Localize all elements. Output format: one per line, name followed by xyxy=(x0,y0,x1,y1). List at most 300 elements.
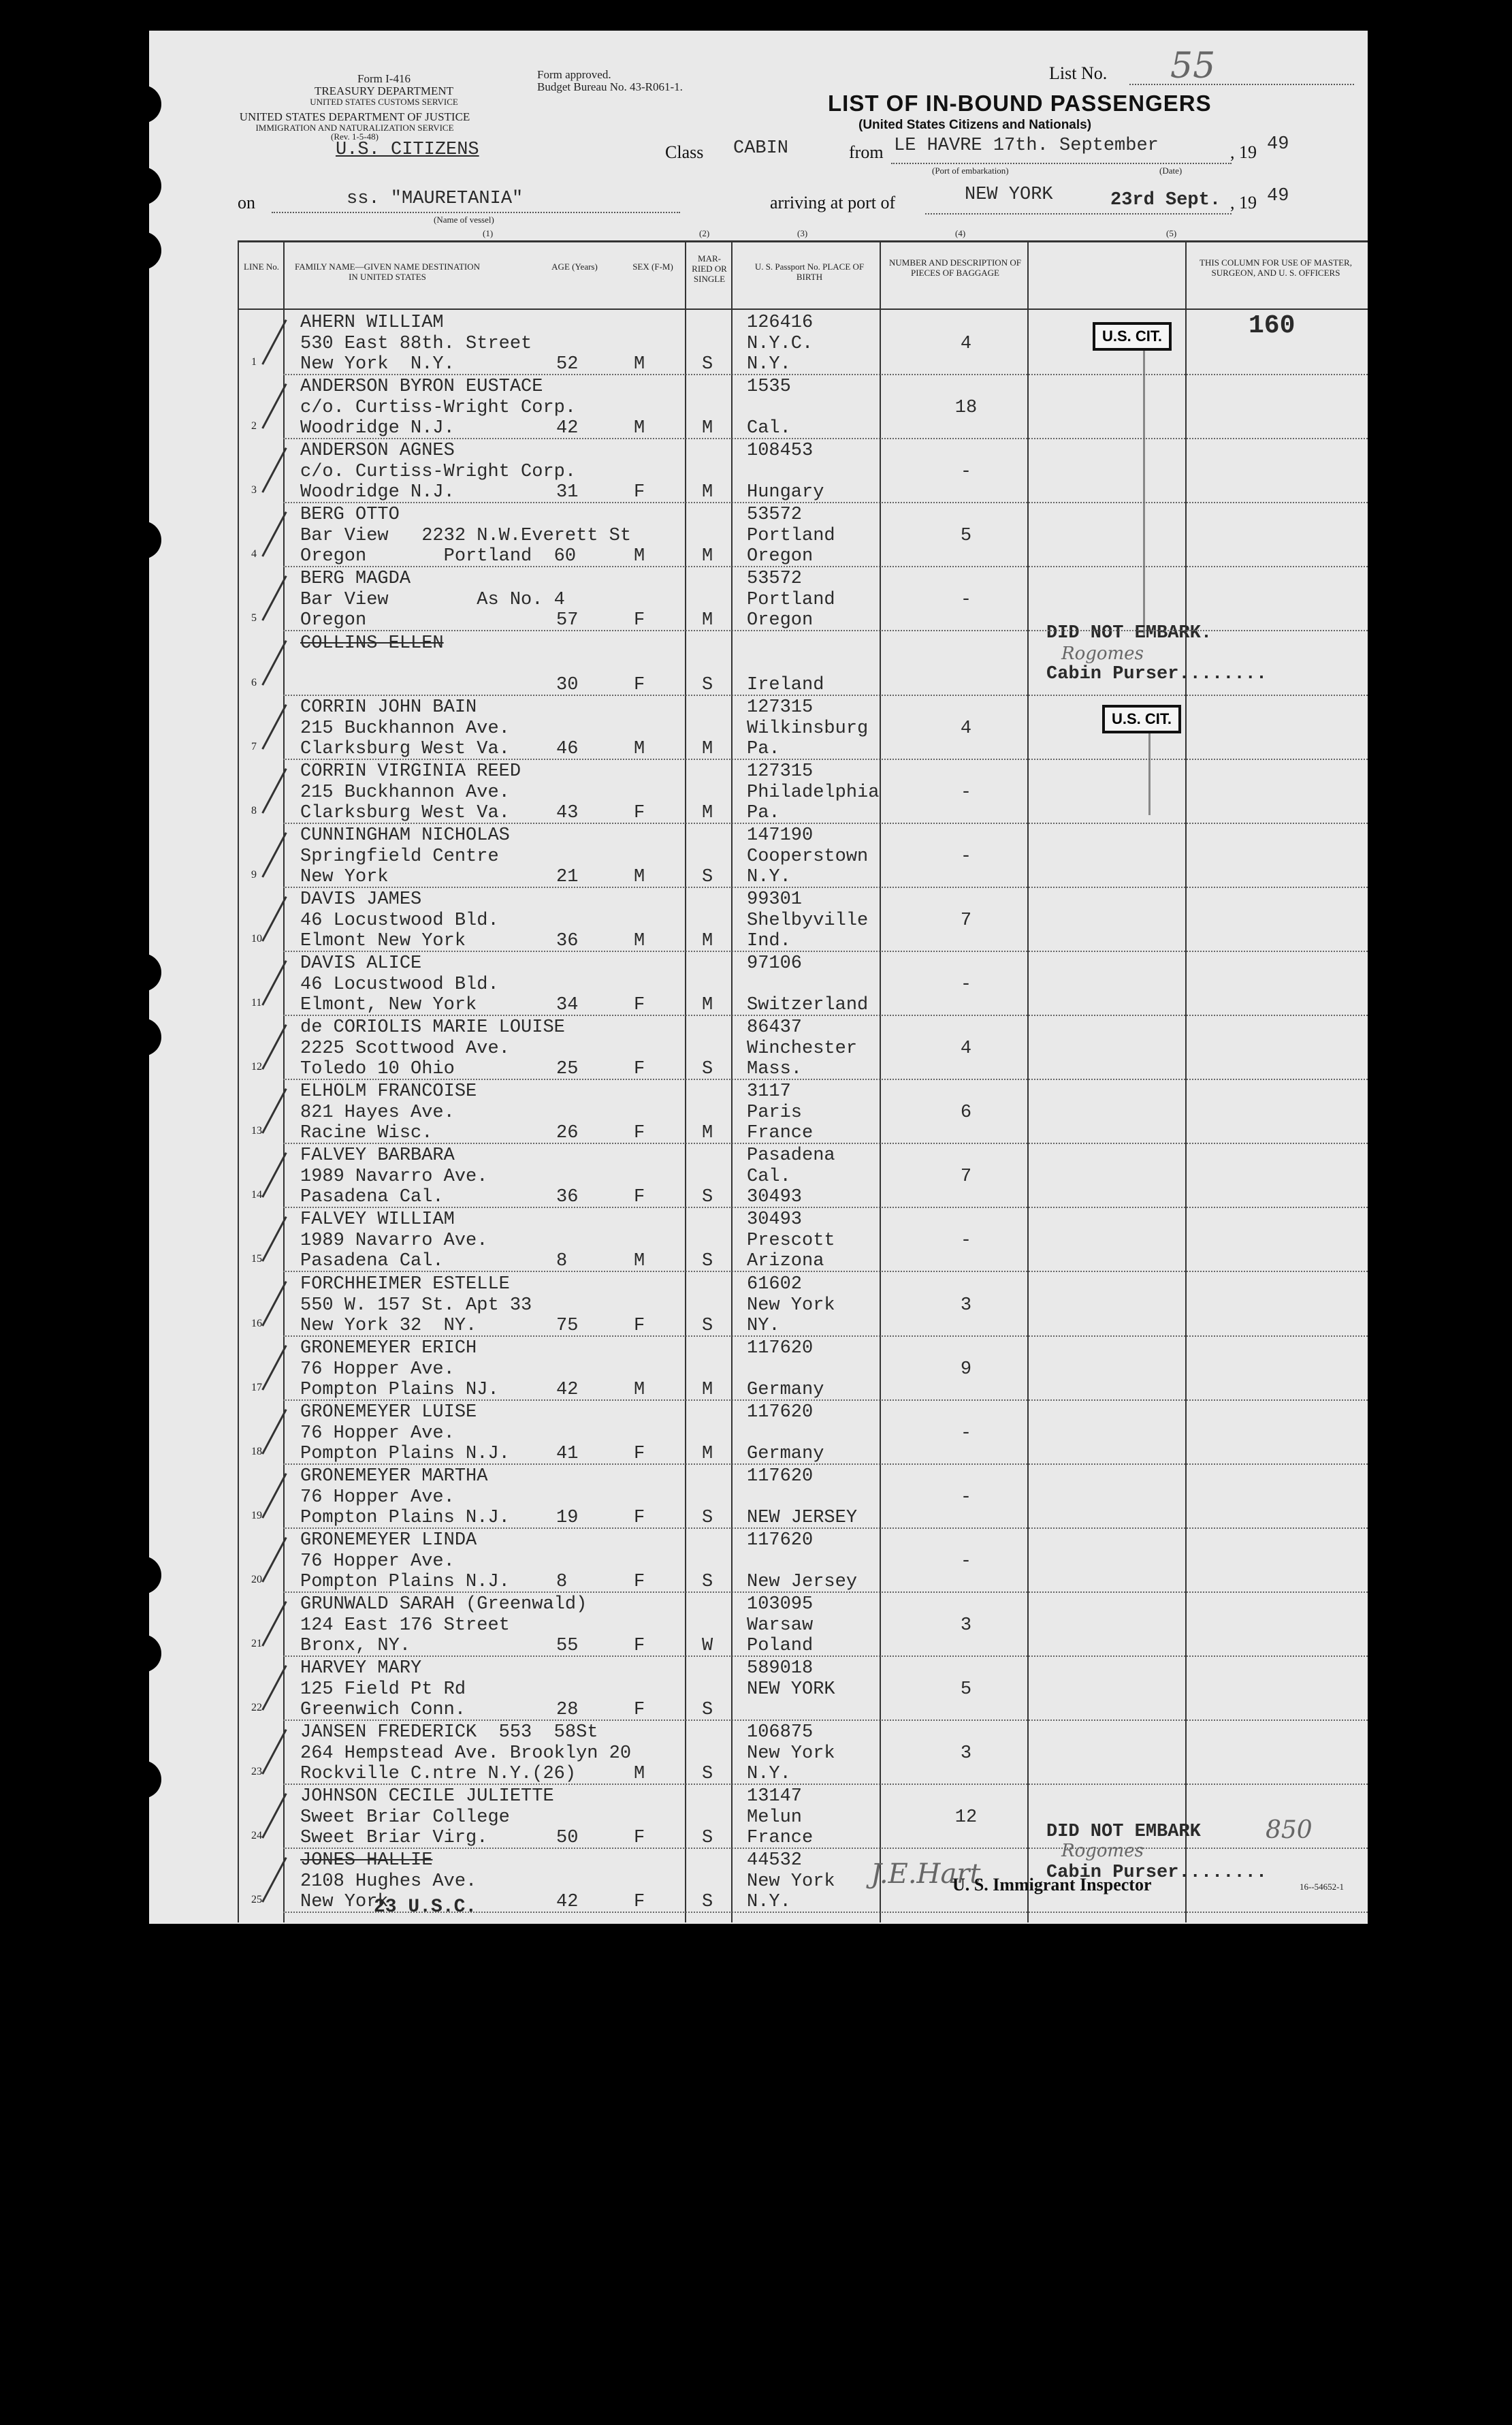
cabin-purser-2: Cabin Purser........ xyxy=(1046,1863,1268,1883)
check-mark xyxy=(261,1857,287,1903)
address-line-2: Oregon xyxy=(300,610,367,631)
age: 8 xyxy=(556,1571,568,1592)
check-mark xyxy=(261,960,287,1006)
marital-status: S xyxy=(702,1892,713,1913)
birth-place-line-1: Winchester xyxy=(747,1039,858,1060)
birth-place-line-1: Shelbyville xyxy=(747,910,869,931)
birth-place-line-1: New York xyxy=(747,1743,835,1764)
check-mark xyxy=(261,1152,287,1198)
budget-label: Budget Bureau No. 43-R061-1. xyxy=(537,80,683,93)
year-value-1: 49 xyxy=(1267,134,1289,155)
passenger-name: JONES HALLIE xyxy=(300,1850,433,1871)
line-number: 9 xyxy=(251,868,257,881)
marital-status: S xyxy=(702,1251,713,1272)
birth-place-line-1: Melun xyxy=(747,1807,803,1828)
age: 26 xyxy=(556,1123,579,1144)
passenger-row xyxy=(149,375,1368,439)
passenger-name: CUNNINGHAM NICHOLAS xyxy=(300,825,510,846)
line-number: 13 xyxy=(251,1125,262,1137)
passenger-name: DAVIS ALICE xyxy=(300,953,422,974)
birth-place-line-2: Ireland xyxy=(747,674,824,695)
arrival-date: 23rd Sept. xyxy=(1110,190,1221,210)
line-number: 15 xyxy=(251,1253,262,1265)
birth-place-line-2: New Jersey xyxy=(747,1571,858,1592)
inspector-label: U. S. Immigrant Inspector xyxy=(952,1875,1152,1895)
col-header-married: MAR-RIED OR SINGLE xyxy=(692,253,727,284)
address-line-1: 124 East 176 Street xyxy=(300,1615,510,1636)
birth-place-line-2: Poland xyxy=(747,1636,814,1656)
passenger-name: GRUNWALD SARAH (Greenwald) xyxy=(300,1594,588,1615)
check-mark xyxy=(261,1216,287,1262)
sex: F xyxy=(634,610,645,631)
passport-number: 13147 xyxy=(747,1786,803,1807)
passenger-name: GRONEMEYER MARTHA xyxy=(300,1465,488,1487)
col-number-3: (3) xyxy=(797,228,808,238)
passport-number: 97106 xyxy=(747,953,803,974)
passenger-row xyxy=(149,311,1368,375)
birth-place-line-2: N.Y. xyxy=(747,866,791,887)
birth-place-line-2: NY. xyxy=(747,1315,780,1336)
age: 19 xyxy=(556,1507,579,1528)
sex: M xyxy=(634,1764,645,1785)
age: 42 xyxy=(556,1379,579,1400)
baggage-count: 18 xyxy=(954,398,978,419)
address-line-1: 76 Hopper Ave. xyxy=(300,1423,455,1444)
marital-status: M xyxy=(702,930,713,951)
birth-place-line-2: Germany xyxy=(747,1379,824,1400)
line-number: 11 xyxy=(251,997,262,1009)
sex: F xyxy=(634,1443,645,1464)
marital-status: W xyxy=(702,1636,713,1656)
check-mark xyxy=(261,447,287,493)
sex: F xyxy=(634,1636,645,1656)
passenger-name: DAVIS JAMES xyxy=(300,889,422,910)
address-line-2: Racine Wisc. xyxy=(300,1123,433,1144)
age: 36 xyxy=(556,930,579,951)
address-line-2: Elmont, New York xyxy=(300,995,477,1015)
baggage-count: - xyxy=(960,462,972,483)
line-number: 22 xyxy=(251,1702,262,1714)
address-line-1: 2225 Scottwood Ave. xyxy=(300,1039,510,1060)
passenger-row xyxy=(149,1337,1368,1401)
check-mark xyxy=(261,832,287,878)
passenger-row xyxy=(149,567,1368,631)
birth-place-line-2: Oregon xyxy=(747,546,814,567)
sex: F xyxy=(634,482,645,503)
marital-status: M xyxy=(702,802,713,823)
line-number: 18 xyxy=(251,1445,262,1457)
line-number: 4 xyxy=(251,548,257,560)
age: 57 xyxy=(556,610,579,631)
birth-place-line-1: N.Y.C. xyxy=(747,334,814,354)
birth-place-line-2: 30493 xyxy=(747,1187,803,1208)
address-line-2: Elmont New York xyxy=(300,930,466,951)
table-top-rule xyxy=(238,240,1368,242)
address-line-2: Clarksburg West Va. xyxy=(300,738,510,759)
age: 42 xyxy=(556,418,579,439)
check-mark xyxy=(261,1281,287,1327)
sex: M xyxy=(634,866,645,887)
baggage-count: 3 xyxy=(960,1743,972,1764)
year-value-2: 49 xyxy=(1267,186,1289,206)
passport-number: 3117 xyxy=(747,1081,791,1103)
address-line-2: New York xyxy=(300,1892,389,1913)
on-label: on xyxy=(238,193,255,212)
address-line-2: Pasadena Cal. xyxy=(300,1251,444,1272)
birth-place-line-2: Cal. xyxy=(747,418,791,439)
age: 25 xyxy=(556,1059,579,1080)
arriving-label: arriving at port of xyxy=(770,193,896,212)
age: 75 xyxy=(556,1315,579,1336)
address-line-1: Bar View 2232 N.W.Everett St xyxy=(300,526,632,547)
passenger-row xyxy=(149,1465,1368,1529)
birth-place-line-1: NEW YORK xyxy=(747,1679,835,1700)
revision-label: (Rev. 1-5-48) xyxy=(331,131,379,142)
passport-number: 117620 xyxy=(747,1401,814,1423)
passport-number: 53572 xyxy=(747,505,803,526)
purser-signature-1: Rogomes xyxy=(1061,644,1144,664)
col-header-officers: THIS COLUMN FOR USE OF MASTER, SURGEON, AND U. S. OFFICERS xyxy=(1200,257,1352,278)
class-label: Class xyxy=(665,142,704,162)
baggage-count: 5 xyxy=(960,1679,972,1700)
line-number: 23 xyxy=(251,1766,262,1778)
passenger-row xyxy=(149,1144,1368,1208)
birth-place-line-2: NEW JERSEY xyxy=(747,1507,858,1528)
passenger-row xyxy=(149,632,1368,696)
address-line-1: 215 Buckhannon Ave. xyxy=(300,782,510,803)
line-number: 14 xyxy=(251,1189,262,1201)
passenger-name: FALVEY BARBARA xyxy=(300,1145,455,1167)
address-line-2: Greenwich Conn. xyxy=(300,1700,466,1721)
marital-status: S xyxy=(702,1764,713,1785)
age: 55 xyxy=(556,1636,579,1656)
marital-status: S xyxy=(702,1828,713,1849)
passenger-name: JANSEN FREDERICK 553 58St xyxy=(300,1722,598,1743)
marital-status: S xyxy=(702,1187,713,1208)
line-number: 6 xyxy=(251,676,257,688)
did-not-embark-1: DID NOT EMBARK. xyxy=(1046,623,1212,644)
sex: F xyxy=(634,1700,645,1721)
check-mark xyxy=(261,704,287,750)
address-line-1: Springfield Centre xyxy=(300,846,499,867)
passenger-row xyxy=(149,1080,1368,1144)
arrival-line xyxy=(925,213,1232,215)
address-line-2: Woodridge N.J. xyxy=(300,418,455,439)
birth-place-line-2: Oregon xyxy=(747,610,814,631)
check-mark xyxy=(261,511,287,557)
passenger-name: BERG OTTO xyxy=(300,505,400,526)
baggage-count: 6 xyxy=(960,1103,972,1124)
port-embark-caption: (Port of embarkation) xyxy=(932,165,1009,176)
check-mark xyxy=(261,1665,287,1711)
passport-number: 147190 xyxy=(747,825,814,846)
passport-number: 106875 xyxy=(747,1722,814,1743)
list-no-label: List No. xyxy=(1049,63,1108,83)
age: 41 xyxy=(556,1443,579,1464)
passenger-row xyxy=(149,1401,1368,1465)
marital-status: S xyxy=(702,1507,713,1528)
vessel-name: ss. "MAURETANIA" xyxy=(347,189,524,209)
birth-place-line-2: Arizona xyxy=(747,1251,824,1272)
address-line-2: Pasadena Cal. xyxy=(300,1187,444,1208)
address-line-1: c/o. Curtiss-Wright Corp. xyxy=(300,398,577,419)
birth-place-line-2: Germany xyxy=(747,1443,824,1464)
purser-signature-2: Rogomes xyxy=(1061,1841,1144,1861)
baggage-count: 3 xyxy=(960,1295,972,1316)
ins-label: IMMIGRATION AND NATURALIZATION SERVICE xyxy=(255,122,454,133)
passport-number: 126416 xyxy=(747,313,814,333)
passenger-name: HARVEY MARY xyxy=(300,1658,422,1679)
passport-number: 117620 xyxy=(747,1530,814,1551)
address-line-1: 530 East 88th. Street xyxy=(300,334,532,354)
age: 42 xyxy=(556,1892,579,1913)
birth-place-line-1: Cooperstown xyxy=(747,846,869,867)
baggage-count: - xyxy=(960,590,972,611)
passport-number: 127315 xyxy=(747,697,814,718)
baggage-count: 9 xyxy=(960,1359,972,1380)
marital-status: S xyxy=(702,354,713,375)
baggage-count: - xyxy=(960,1231,972,1252)
address-line-1: 2108 Hughes Ave. xyxy=(300,1871,477,1892)
address-line-2: Woodridge N.J. xyxy=(300,482,455,503)
birth-place-line-2: Ind. xyxy=(747,930,791,951)
passport-number: 30493 xyxy=(747,1209,803,1231)
sex: F xyxy=(634,1571,645,1592)
line-number: 8 xyxy=(251,804,257,817)
passenger-row xyxy=(149,1657,1368,1721)
birth-place-line-2: Mass. xyxy=(747,1059,803,1080)
manifest-page xyxy=(149,31,1368,1924)
col-number-2: (2) xyxy=(699,228,710,238)
line-number: 1 xyxy=(251,356,257,368)
line-number: 16 xyxy=(251,1317,262,1329)
justice-label: UNITED STATES DEPARTMENT OF JUSTICE xyxy=(239,110,470,123)
marital-status: S xyxy=(702,866,713,887)
passenger-row xyxy=(149,1016,1368,1080)
baggage-count: 3 xyxy=(960,1615,972,1636)
form-header-treasury xyxy=(295,73,472,106)
sex: M xyxy=(634,418,645,439)
vessel-caption: (Name of vessel) xyxy=(434,215,494,225)
line-number: 7 xyxy=(251,740,257,752)
address-line-1: 1989 Navarro Ave. xyxy=(300,1231,488,1252)
line-number: 3 xyxy=(251,484,257,496)
address-line-2: Oregon Portland 60 xyxy=(300,546,577,567)
passenger-row xyxy=(149,952,1368,1016)
birth-place-line-1: Paris xyxy=(747,1103,803,1124)
birth-place-line-1: Portland xyxy=(747,590,835,611)
inspector-signature: J.E.Hart xyxy=(871,1858,981,1890)
check-mark xyxy=(261,1793,287,1839)
baggage-count: 4 xyxy=(960,334,972,354)
passport-number: 53572 xyxy=(747,569,803,590)
marital-status: M xyxy=(702,482,713,503)
address-line-2: New York xyxy=(300,866,389,887)
line-number: 19 xyxy=(251,1509,262,1521)
col-header-line: LINE No. xyxy=(244,261,279,272)
baggage-count: 12 xyxy=(954,1807,978,1828)
birth-place-line-1: Prescott xyxy=(747,1231,835,1252)
marital-status: M xyxy=(702,1379,713,1400)
sex: M xyxy=(634,738,645,759)
birth-place-line-1: New York xyxy=(747,1871,835,1892)
passenger-row xyxy=(149,1785,1368,1849)
col-header-name: FAMILY NAME—GIVEN NAME DESTINATION IN UNITED STATES xyxy=(294,261,481,282)
approved-label: Form approved. xyxy=(537,68,611,81)
marital-status: S xyxy=(702,1059,713,1080)
passenger-name: COLLINS ELLEN xyxy=(300,633,444,654)
table-header-rule xyxy=(238,308,1368,310)
page-subtitle: (United States Citizens and Nationals) xyxy=(858,118,1092,132)
address-line-2: Pompton Plains N.J. xyxy=(300,1507,510,1528)
line-number: 10 xyxy=(251,932,262,945)
age: 36 xyxy=(556,1187,579,1208)
sex: F xyxy=(634,1828,645,1849)
col-number-5: (5) xyxy=(1166,228,1177,238)
passenger-name: BERG MAGDA xyxy=(300,569,411,590)
baggage-count: - xyxy=(960,846,972,867)
list-no-value: 55 xyxy=(1170,46,1216,86)
address-line-1: 264 Hempstead Ave. Brooklyn 20 xyxy=(300,1743,632,1764)
marital-status: M xyxy=(702,546,713,567)
line-number: 24 xyxy=(251,1830,262,1842)
col-number-4: (4) xyxy=(955,228,966,238)
passenger-name: ANDERSON BYRON EUSTACE xyxy=(300,377,543,398)
sex: F xyxy=(634,995,645,1015)
check-mark xyxy=(261,1024,287,1070)
marital-status: M xyxy=(702,610,713,631)
line-number: 17 xyxy=(251,1381,262,1393)
address-line-2: Sweet Briar Virg. xyxy=(300,1828,488,1849)
form-approval xyxy=(537,69,683,93)
address-line-2: Pompton Plains N.J. xyxy=(300,1571,510,1592)
passport-number: 103095 xyxy=(747,1594,814,1615)
passenger-name: GRONEMEYER LUISE xyxy=(300,1401,477,1423)
passenger-row xyxy=(149,503,1368,567)
marital-status: M xyxy=(702,1443,713,1464)
birth-place-line-2: N.Y. xyxy=(747,354,791,375)
from-value: LE HAVRE 17th. September xyxy=(894,136,1159,156)
address-line-1: 1989 Navarro Ave. xyxy=(300,1167,488,1188)
us-cit-stamp: U.S. CIT. xyxy=(1093,322,1172,351)
passenger-name: CORRIN JOHN BAIN xyxy=(300,697,477,718)
passenger-name: AHERN WILLIAM xyxy=(300,313,444,333)
birth-place-line-1: Cal. xyxy=(747,1167,791,1188)
baggage-count: 7 xyxy=(960,910,972,931)
birth-place-line-1: Portland xyxy=(747,526,835,547)
marital-status: M xyxy=(702,1123,713,1144)
birth-place-line-2: France xyxy=(747,1828,814,1849)
baggage-count: 4 xyxy=(960,718,972,739)
baggage-count: - xyxy=(960,1423,972,1444)
address-line-2: Bronx, NY. xyxy=(300,1636,411,1656)
margin-note: 850 xyxy=(1266,1816,1313,1844)
passenger-name: ELHOLM FRANCOISE xyxy=(300,1081,477,1103)
from-line xyxy=(891,163,1232,164)
baggage-count: - xyxy=(960,782,972,803)
passenger-row xyxy=(149,696,1368,760)
binder-hole xyxy=(149,167,161,205)
passport-number: 117620 xyxy=(747,1337,814,1359)
did-not-embark-2: DID NOT EMBARK xyxy=(1046,1822,1201,1842)
passenger-row xyxy=(149,1849,1368,1913)
birth-place-line-1: Wilkinsburg xyxy=(747,718,869,739)
sex: M xyxy=(634,1251,645,1272)
form-code: 16--54652-1 xyxy=(1300,1882,1344,1892)
address-line-2: Toledo 10 Ohio xyxy=(300,1059,455,1080)
birth-place-line-1: Philadelphia xyxy=(747,782,880,803)
birth-place-line-2: Hungary xyxy=(747,482,824,503)
port-of-arrival: NEW YORK xyxy=(965,185,1053,205)
stamp-count: 160 xyxy=(1249,311,1296,340)
address-line-1: 125 Field Pt Rd xyxy=(300,1679,466,1700)
check-mark xyxy=(261,319,287,365)
check-mark xyxy=(261,1473,287,1519)
passenger-row xyxy=(149,439,1368,503)
passenger-name: FALVEY WILLIAM xyxy=(300,1209,455,1231)
baggage-count: 7 xyxy=(960,1167,972,1188)
address-line-2: New York 32 NY. xyxy=(300,1315,477,1336)
sex: F xyxy=(634,1187,645,1208)
cabin-purser-1: Cabin Purser........ xyxy=(1046,664,1268,684)
check-mark xyxy=(261,1537,287,1583)
check-mark xyxy=(261,1729,287,1775)
address-line-1: 215 Buckhannon Ave. xyxy=(300,718,510,739)
customs-label: UNITED STATES CUSTOMS SERVICE xyxy=(310,96,458,107)
sex: M xyxy=(634,354,645,375)
address-line-2: Pompton Plains NJ. xyxy=(300,1379,499,1400)
passenger-name: CORRIN VIRGINIA REED xyxy=(300,761,521,782)
address-line-1: Sweet Briar College xyxy=(300,1807,510,1828)
us-citizens-label: U.S. CITIZENS xyxy=(336,140,479,160)
passport-number: 1535 xyxy=(747,377,791,398)
col-header-passport: U. S. Passport No. PLACE OF BIRTH xyxy=(754,261,865,282)
sex: F xyxy=(634,1315,645,1336)
passenger-row xyxy=(149,760,1368,824)
age: 8 xyxy=(556,1251,568,1272)
binder-hole xyxy=(149,85,161,123)
class-value: CABIN xyxy=(733,138,789,159)
baggage-count: 4 xyxy=(960,1039,972,1060)
vessel-line xyxy=(272,212,680,213)
check-mark xyxy=(261,575,287,621)
footer-total: 23 U.S.C. xyxy=(374,1897,477,1918)
age: 50 xyxy=(556,1828,579,1849)
age: 46 xyxy=(556,738,579,759)
birth-place-line-2: N.Y. xyxy=(747,1764,791,1785)
check-mark xyxy=(261,1345,287,1391)
passenger-row xyxy=(149,1529,1368,1593)
passport-number: 61602 xyxy=(747,1273,803,1295)
col-number-1: (1) xyxy=(483,228,494,238)
form-header-justice xyxy=(225,111,484,142)
date-caption: (Date) xyxy=(1159,165,1183,176)
passport-number: 108453 xyxy=(747,441,814,462)
age: 21 xyxy=(556,866,579,887)
address-line-2: New York N.Y. xyxy=(300,354,455,375)
sex: F xyxy=(634,1059,645,1080)
from-label: from xyxy=(849,142,884,162)
marital-status: M xyxy=(702,995,713,1015)
baggage-count: - xyxy=(960,974,972,995)
passport-number: 86437 xyxy=(747,1017,803,1039)
marital-status: S xyxy=(702,1315,713,1336)
passenger-name: FORCHHEIMER ESTELLE xyxy=(300,1273,510,1295)
col-header-age: AGE (Years) xyxy=(551,261,598,272)
address-line-1: c/o. Curtiss-Wright Corp. xyxy=(300,462,577,483)
treasury-label: TREASURY DEPARTMENT xyxy=(314,84,454,97)
line-number: 5 xyxy=(251,612,257,624)
